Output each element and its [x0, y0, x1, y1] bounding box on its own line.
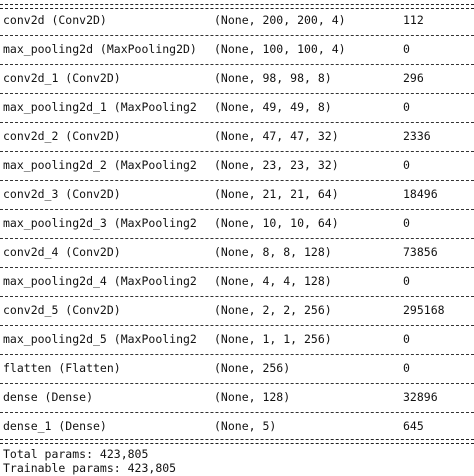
layer-param-count: 0 — [403, 42, 410, 56]
layer-param-count: 0 — [403, 100, 410, 114]
layer-row — [0, 273, 474, 289]
row-separator — [0, 122, 474, 123]
layer-name: conv2d_2 (Conv2D) — [3, 129, 121, 143]
layer-name: conv2d_4 (Conv2D) — [3, 245, 121, 259]
row-separator — [0, 151, 474, 152]
layer-name: max_pooling2d_2 (MaxPooling2 — [3, 158, 197, 172]
layer-output-shape: (None, 100, 100, 4) — [214, 42, 346, 56]
row-separator — [0, 93, 474, 94]
layer-name: max_pooling2d_1 (MaxPooling2 — [3, 100, 197, 114]
row-separator — [0, 238, 474, 239]
layer-output-shape: (None, 98, 98, 8) — [214, 71, 332, 85]
layer-name: conv2d_1 (Conv2D) — [3, 71, 121, 85]
layer-row — [0, 99, 474, 115]
layer-output-shape: (None, 128) — [214, 390, 291, 404]
layer-output-shape: (None, 23, 23, 32) — [214, 158, 339, 172]
layer-name: dense (Dense) — [3, 390, 94, 404]
layer-output-shape: (None, 256) — [214, 361, 291, 375]
layer-name: conv2d_5 (Conv2D) — [3, 303, 121, 317]
row-separator — [0, 412, 474, 413]
layer-row — [0, 389, 474, 405]
footer-double-rule — [0, 439, 474, 444]
row-separator — [0, 325, 474, 326]
header-double-rule — [0, 4, 474, 9]
layer-output-shape: (None, 8, 8, 128) — [214, 245, 332, 259]
layer-row — [0, 331, 474, 347]
layer-output-shape: (None, 49, 49, 8) — [214, 100, 332, 114]
layer-row — [0, 41, 474, 57]
layer-param-count: 0 — [403, 361, 410, 375]
row-separator — [0, 354, 474, 355]
row-separator — [0, 35, 474, 36]
layer-param-count: 0 — [403, 332, 410, 346]
layer-row — [0, 70, 474, 86]
layer-output-shape: (None, 4, 4, 128) — [214, 274, 332, 288]
layer-name: max_pooling2d (MaxPooling2D) — [3, 42, 197, 56]
layer-row — [0, 12, 474, 28]
row-separator — [0, 64, 474, 65]
layer-param-count: 296 — [403, 71, 424, 85]
layer-row — [0, 244, 474, 260]
total-params: Total params: 423,805 — [3, 447, 149, 461]
layer-param-count: 0 — [403, 216, 410, 230]
layer-name: conv2d (Conv2D) — [3, 13, 107, 27]
layer-param-count: 112 — [403, 13, 424, 27]
trainable-params: Trainable params: 423,805 — [3, 461, 177, 475]
layer-name: flatten (Flatten) — [3, 361, 121, 375]
layer-param-count: 32896 — [403, 390, 438, 404]
layer-name: dense_1 (Dense) — [3, 419, 107, 433]
layer-output-shape: (None, 1, 1, 256) — [214, 332, 332, 346]
layer-row — [0, 302, 474, 318]
layer-row — [0, 157, 474, 173]
layer-param-count: 18496 — [403, 187, 438, 201]
row-separator — [0, 383, 474, 384]
layer-param-count: 0 — [403, 274, 410, 288]
layer-output-shape: (None, 200, 200, 4) — [214, 13, 346, 27]
layer-row — [0, 215, 474, 231]
row-separator — [0, 267, 474, 268]
layer-row — [0, 360, 474, 376]
layer-output-shape: (None, 21, 21, 64) — [214, 187, 339, 201]
layer-row — [0, 186, 474, 202]
layer-name: max_pooling2d_4 (MaxPooling2 — [3, 274, 197, 288]
layer-name: conv2d_3 (Conv2D) — [3, 187, 121, 201]
layer-row — [0, 418, 474, 434]
layer-name: max_pooling2d_5 (MaxPooling2 — [3, 332, 197, 346]
layer-output-shape: (None, 10, 10, 64) — [214, 216, 339, 230]
layer-param-count: 295168 — [403, 303, 445, 317]
layer-param-count: 645 — [403, 419, 424, 433]
layer-output-shape: (None, 5) — [214, 419, 277, 433]
layer-name: max_pooling2d_3 (MaxPooling2 — [3, 216, 197, 230]
layer-output-shape: (None, 2, 2, 256) — [214, 303, 332, 317]
row-separator — [0, 180, 474, 181]
row-separator — [0, 209, 474, 210]
layer-row — [0, 128, 474, 144]
layer-param-count: 73856 — [403, 245, 438, 259]
row-separator — [0, 296, 474, 297]
layer-output-shape: (None, 47, 47, 32) — [214, 129, 339, 143]
layer-param-count: 0 — [403, 158, 410, 172]
layer-param-count: 2336 — [403, 129, 431, 143]
